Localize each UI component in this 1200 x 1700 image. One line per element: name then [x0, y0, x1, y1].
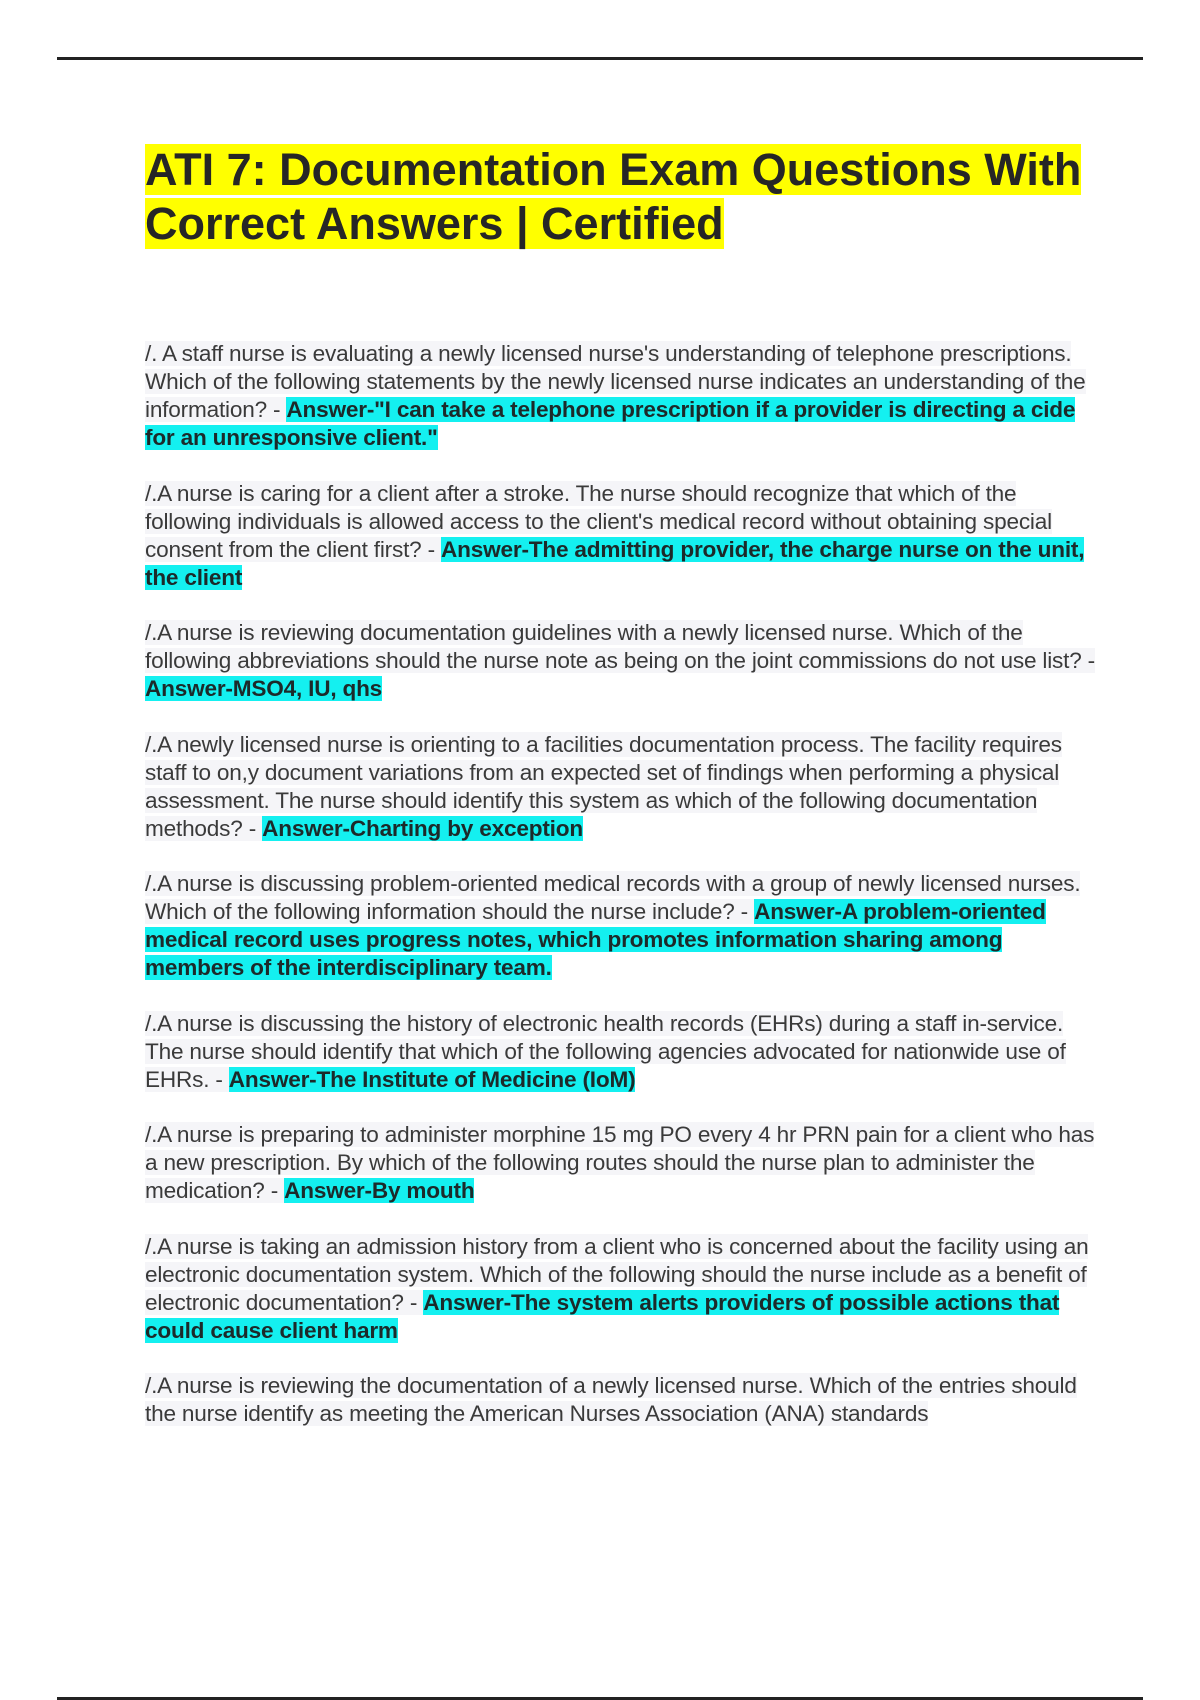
answer-highlight: Answer-By mouth	[284, 1178, 475, 1203]
question-item	[145, 619, 1095, 703]
question-text: /.A newly licensed nurse is orienting to a facilities documentation process. The facility requires staff to on,y document variations from an expected set of findings when performing a physical assessment. The nurse should identify this system as which of the following documentation methods? -	[145, 731, 1062, 841]
answer-highlight: Answer-A problem-oriented medical record uses progress notes, which promotes information sharing among members of the interdisciplinary team.	[145, 899, 1046, 980]
question-item	[145, 480, 1095, 592]
question-text: /. A staff nurse is evaluating a newly licensed nurse's understanding of telephone prescriptions. Which of the following statements by the newly licensed nurse indicates an understanding of the information? -	[145, 341, 1086, 422]
question-text: /.A nurse is caring for a client after a stroke. The nurse should recognize that which of the following individuals is allowed access to the client's medical record without obtaining special consent from the client first? -	[145, 480, 1052, 562]
answer-highlight: Answer-The system alerts providers of possible actions that could cause client harm	[145, 1289, 1060, 1343]
answer-highlight: Answer-The admitting provider, the charge nurse on the unit, the client	[145, 536, 1085, 590]
question-item	[145, 340, 1095, 452]
answer-highlight: Answer-"I can take a telephone prescription if a provider is directing a cide for an unresponsive client."	[145, 397, 1076, 450]
question-text: /.A nurse is reviewing the documentation of a newly licensed nurse. Which of the entries should the nurse identify as meeting the American Nurses Association (ANA) standards	[145, 1373, 1077, 1426]
question-text: /.A nurse is discussing problem-oriented medical records with a group of newly licensed nurses. Which of the following information should the nurse include? -	[145, 871, 1081, 924]
header-rule	[57, 57, 1143, 60]
question-item	[145, 731, 1095, 843]
title-highlight: ATI 7: Documentation Exam Questions With Correct Answers | Certified	[145, 144, 1082, 249]
question-item	[145, 870, 1095, 982]
answer-highlight: Answer-Charting by exception	[262, 815, 583, 841]
question-text: /.A nurse is taking an admission history from a client who is concerned about the facility using an electronic documentation system. Which of the following should the nurse include as a benefit of electronic documentation? -	[145, 1233, 1089, 1315]
question-text: /.A nurse is preparing to administer morphine 15 mg PO every 4 hr PRN pain for a client who has a new prescription. By which of the following routes should the nurse plan to administer the medication? -	[145, 1122, 1095, 1203]
question-item	[145, 1233, 1095, 1345]
question-item	[145, 1010, 1095, 1094]
document-title	[145, 143, 1105, 251]
question-list	[145, 340, 1095, 1456]
answer-highlight: Answer-The Institute of Medicine (IoM)	[228, 1066, 636, 1092]
question-text: /.A nurse is discussing the history of electronic health records (EHRs) during a staff in-service. The nurse should identify that which of the following agencies advocated for nationwide use of EHRs. -	[145, 1010, 1066, 1092]
question-item	[145, 1121, 1095, 1205]
question-text: /.A nurse is reviewing documentation guidelines with a newly licensed nurse. Which of the following abbreviations should the nurse note as being on the joint commissions do not use list? -	[145, 620, 1095, 673]
answer-highlight: Answer-MSO4, IU, qhs	[145, 676, 383, 701]
question-item	[145, 1372, 1095, 1428]
